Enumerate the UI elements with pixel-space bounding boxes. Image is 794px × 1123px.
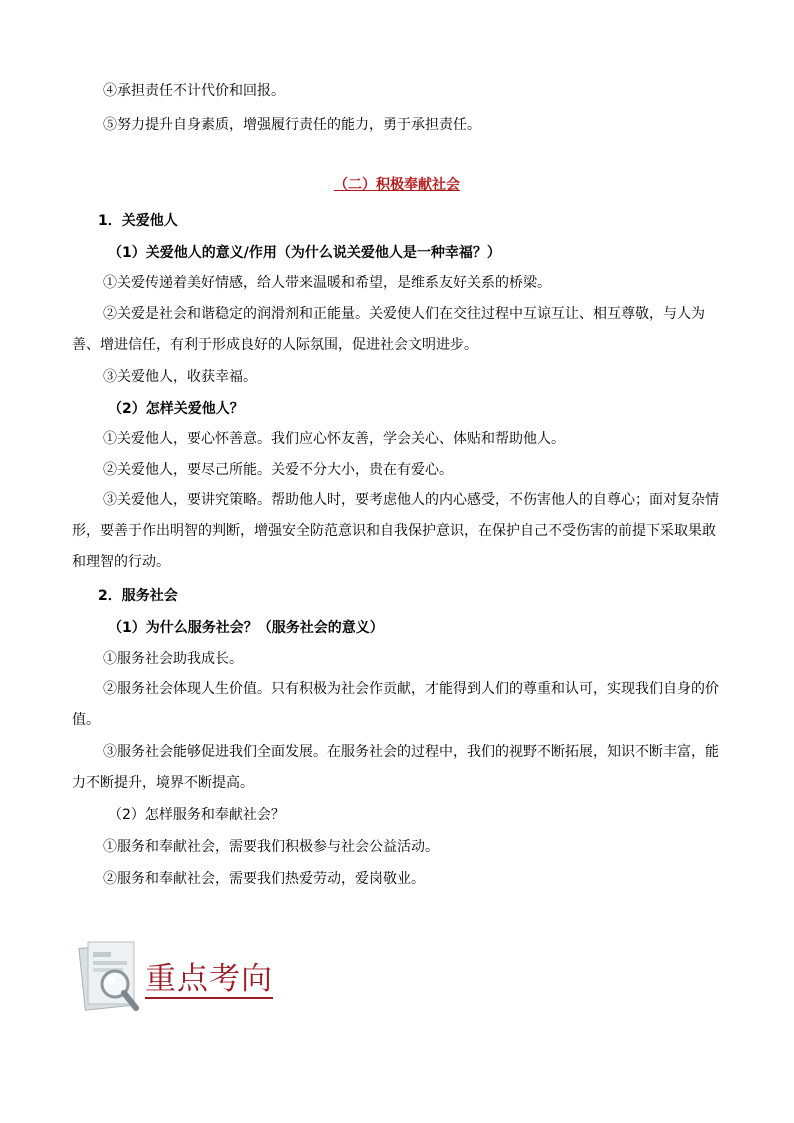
part2-q1-item-1: ①服务社会助我成长。 — [103, 651, 243, 667]
part1-q1-item-1: ①关爱传递着美好情感，给人带来温暖和希望，是维系友好关系的桥梁。 — [103, 275, 551, 291]
part2-q1-item-2 — [72, 674, 722, 736]
part2-q1-heading: （1）为什么服务社会？（服务社会的意义） — [108, 620, 384, 636]
part1-q1-item-3: ③关爱他人，收获幸福。 — [103, 369, 257, 385]
magnifier-document-icon — [78, 938, 148, 1018]
part2-q1-item-3-text: ③服务社会能够促进我们全面发展。在服务社会的过程中，我们的视野不断拓展，知识不断丰富，能力不断提升，境界不断提高。 — [72, 744, 719, 791]
part2-q2-item-1: ①服务和奉献社会，需要我们积极参与社会公益活动。 — [103, 839, 439, 855]
part1-q2-item-3 — [72, 485, 722, 578]
part1-q2-item-1: ①关爱他人，要心怀善意。我们应心怀友善，学会关心、体贴和帮助他人。 — [103, 431, 565, 447]
part1-q2-heading: （2）怎样关爱他人？ — [108, 401, 244, 417]
part1-q1-item-2-text: ②关爱是社会和谐稳定的润滑剂和正能量。关爱使人们在交往过程中互谅互让、相互尊敬，与人为善、增进信任，有利于形成良好的人际氛围，促进社会文明进步。 — [72, 306, 705, 353]
part2-q2-heading: （2）怎样服务和奉献社会？ — [108, 807, 285, 823]
part1-heading: 1．关爱他人 — [98, 213, 178, 229]
part1-q1-heading: （1）关爱他人的意义/作用（为什么说关爱他人是一种幸福？） — [108, 245, 501, 261]
part2-q2-item-2: ②服务和奉献社会，需要我们热爱劳动，爱岗敬业。 — [103, 871, 425, 887]
part1-q2-item-3-text: ③关爱他人，要讲究策略。帮助他人时，要考虑他人的内心感受，不伤害他人的自尊心；面对复杂情形，要善于作出明智的判断，增强安全防范意识和自我保护意识，在保护自己不受伤害的前提下采取果敢和理智的行动。 — [72, 492, 719, 570]
item-5: ⑤努力提升自身素质，增强履行责任的能力，勇于承担责任。 — [103, 117, 481, 133]
part2-q1-item-2-text: ②服务社会体现人生价值。只有积极为社会作贡献，才能得到人们的尊重和认可，实现我们自身的价值。 — [72, 681, 719, 728]
part2-heading: 2．服务社会 — [98, 588, 178, 604]
key-directions-title: 重点考向 — [145, 961, 273, 997]
part1-q1-item-2 — [72, 299, 722, 361]
part1-q2-item-2: ②关爱他人，要尽己所能。关爱不分大小，贵在有爱心。 — [103, 462, 453, 478]
part2-q1-item-3 — [72, 737, 722, 799]
item-4: ④承担责任不计代价和回报。 — [103, 83, 285, 99]
section-title: （二）积极奉献社会 — [334, 177, 460, 193]
